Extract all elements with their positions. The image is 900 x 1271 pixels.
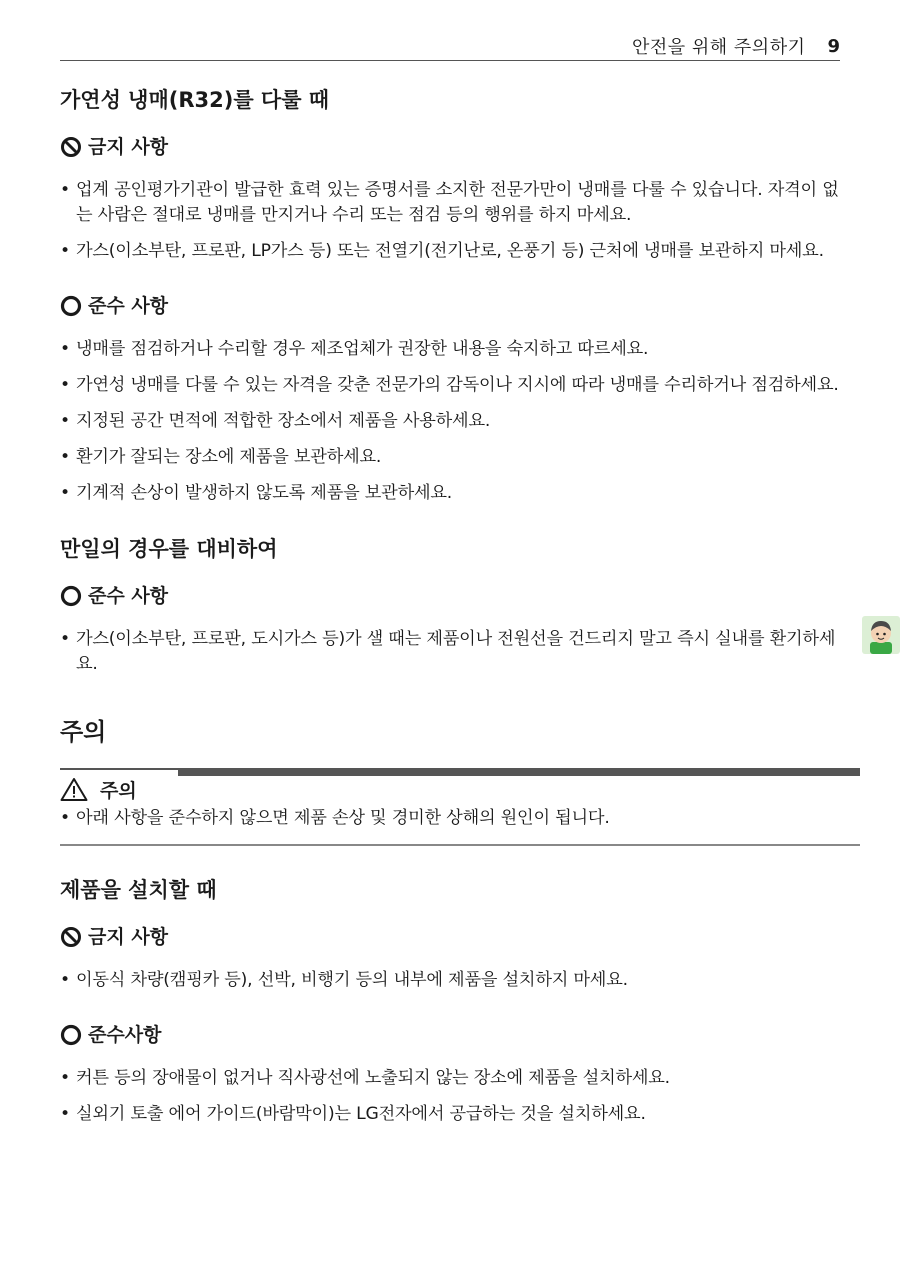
compliance-list bbox=[60, 337, 850, 506]
compliance-list bbox=[60, 1066, 850, 1127]
list-item: • 환기가 잘되는 장소에 제품을 보관하세요. bbox=[60, 445, 850, 470]
page-header bbox=[60, 32, 840, 60]
warning-triangle-icon bbox=[60, 777, 88, 802]
header-divider bbox=[60, 60, 840, 61]
list-item: • 지정된 공간 면적에 적합한 장소에서 제품을 사용하세요. bbox=[60, 409, 850, 434]
compliance-heading-label: 준수 사항 bbox=[88, 295, 169, 317]
compliance-heading bbox=[60, 293, 850, 319]
list-item: • 가스(이소부탄, 프로판, LP가스 등) 또는 전열기(전기난로, 온풍기 등) 근처에 냉매를 보관하지 마세요. bbox=[60, 239, 850, 264]
compliance-icon bbox=[60, 295, 82, 317]
compliance-heading-label: 준수 사항 bbox=[88, 585, 169, 607]
prohibited-icon bbox=[60, 926, 82, 948]
prohibited-heading bbox=[60, 134, 850, 160]
section-title-caution: 주의 bbox=[60, 718, 107, 746]
list-item: • 아래 사항을 준수하지 않으면 제품 손상 및 경미한 상해의 원인이 됩니다. bbox=[60, 806, 860, 831]
list-item: • 실외기 토출 에어 가이드(바람막이)는 LG전자에서 공급하는 것을 설치하세요. bbox=[60, 1102, 850, 1127]
section-title-install: 제품을 설치할 때 bbox=[60, 878, 217, 902]
list-item: • 이동식 차량(캠핑카 등), 선박, 비행기 등의 내부에 제품을 설치하지 마세요. bbox=[60, 968, 850, 993]
list-item: • 업계 공인평가기관이 발급한 효력 있는 증명서를 소지한 전문가만이 냉매를 다룰 수 있습니다. 자격이 없는 사람은 절대로 냉매를 만지거나 수리 또는 점검 등의 행위를 하지 마세요. bbox=[60, 178, 850, 228]
compliance-list bbox=[60, 627, 850, 677]
prohibited-heading-label: 금지 사항 bbox=[88, 136, 169, 158]
caution-box-label: 주의 bbox=[100, 780, 137, 802]
compliance-icon bbox=[60, 1024, 82, 1046]
compliance-icon bbox=[60, 585, 82, 607]
compliance-heading-label: 준수사항 bbox=[88, 1024, 162, 1046]
list-item: • 냉매를 점검하거나 수리할 경우 제조업체가 권장한 내용을 숙지하고 따르세요. bbox=[60, 337, 850, 362]
list-item: • 가스(이소부탄, 프로판, 도시가스 등)가 샐 때는 제품이나 전원선을 건드리지 말고 즉시 실내를 환기하세요. bbox=[60, 627, 850, 677]
prohibited-icon bbox=[60, 136, 82, 158]
caution-box-header bbox=[60, 768, 850, 802]
list-item: • 커튼 등의 장애물이 없거나 직사광선에 노출되지 않는 장소에 제품을 설치하세요. bbox=[60, 1066, 850, 1091]
prohibited-heading-label: 금지 사항 bbox=[88, 926, 169, 948]
mascot-avatar-icon bbox=[862, 616, 900, 654]
header-title: 안전을 위해 주의하기 bbox=[632, 37, 806, 58]
prohibited-heading bbox=[60, 924, 850, 950]
compliance-heading bbox=[60, 583, 850, 609]
section-title-flammable: 가연성 냉매(R32)를 다룰 때 bbox=[60, 88, 330, 112]
list-item: • 가연성 냉매를 다룰 수 있는 자격을 갖춘 전문가의 감독이나 지시에 따라 냉매를 수리하거나 점검하세요. bbox=[60, 373, 850, 398]
list-item: • 기계적 손상이 발생하지 않도록 제품을 보관하세요. bbox=[60, 481, 850, 506]
prohibited-list bbox=[60, 178, 850, 264]
caution-box-body bbox=[60, 806, 860, 846]
page-content bbox=[60, 86, 850, 1138]
prohibited-list bbox=[60, 968, 850, 993]
section-title-emergency: 만일의 경우를 대비하여 bbox=[60, 537, 278, 561]
page-number: 9 bbox=[827, 35, 840, 57]
compliance-heading bbox=[60, 1022, 850, 1048]
